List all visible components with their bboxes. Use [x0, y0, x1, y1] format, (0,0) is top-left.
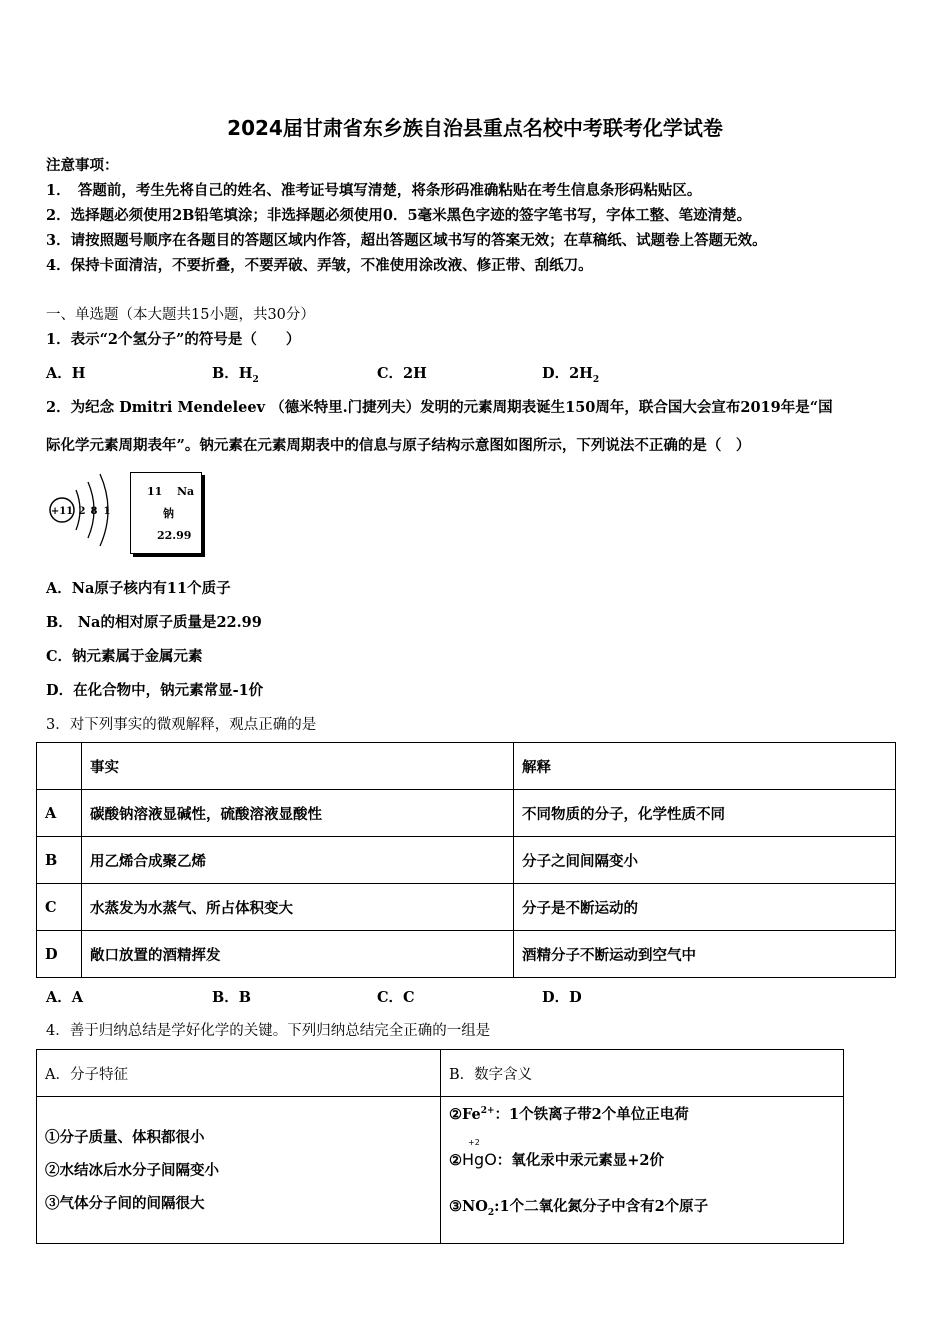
q4-stem: 4．善于归纳总结是学好化学的关键。下列归纳总结完全正确的一组是 [46, 1023, 491, 1039]
table-cell: 水蒸发为水蒸气、所占体积变大 [82, 884, 514, 931]
table-header-cell: 事实 [82, 743, 514, 790]
section-heading: 一、单选题（本大题共15小题，共30分） [46, 307, 315, 323]
list-item: ③气体分子间的间隔很大 [45, 1194, 205, 1212]
table-cell: 用乙烯合成聚乙烯 [82, 837, 514, 884]
table-row [37, 931, 896, 978]
list-item: ② +2 HgO：氧化汞中汞元素显+2价 [449, 1138, 665, 1169]
atomic-number: 11 [147, 485, 163, 498]
element-symbol: Na [177, 485, 195, 498]
notice-item: 1． 答题前，考生先将自己的姓名、准考证号填写清楚，将条形码准确粘贴在考生信息条形码粘贴区。 [46, 182, 702, 199]
q1-stem: 1．表示“2个氢分子”的符号是（ ） [46, 331, 301, 348]
table-header-row [37, 1050, 844, 1097]
atomic-mass: 22.99 [157, 529, 192, 542]
table-row [37, 837, 896, 884]
q4-table [36, 1049, 844, 1244]
q3-option-a: A．A [46, 989, 84, 1006]
q3-option-d: D．D [542, 989, 582, 1006]
q2-option-a: A．Na原子核内有11个质子 [46, 580, 231, 597]
table-header-cell: B．数字含义 [441, 1050, 844, 1097]
notice-item: 2．选择题必须使用2B铅笔填涂；非选择题必须使用0．5毫米黑色字迹的签字笔书写，字体工整、笔迹清楚。 [46, 207, 752, 224]
notice-heading: 注意事项： [46, 157, 119, 174]
q2-option-b: B． Na的相对原子质量是22.99 [46, 614, 262, 631]
table-cell [37, 743, 82, 790]
table-cell: 酒精分子不断运动到空气中 [514, 931, 896, 978]
list-item: $③NO_2:1$个二氧化氮分子中含有2个原子 [449, 1198, 709, 1218]
q1-option-d: D．$2H_2$ [542, 365, 600, 385]
table-cell: A [37, 790, 82, 837]
element-card [130, 472, 202, 554]
table-cell [37, 1097, 441, 1244]
notice-item: 4．保持卡面清洁，不要折叠，不要弄破、弄皱，不准使用涂改液、修正带、刮纸刀。 [46, 257, 593, 274]
shell-electrons: 8 [90, 506, 98, 517]
list-item: ①分子质量、体积都很小 [45, 1128, 205, 1146]
list-item: ②水结冰后水分子间隔变小 [45, 1161, 219, 1179]
atom-structure-diagram [46, 470, 118, 552]
table-cell [441, 1097, 844, 1244]
table-header-cell: A．分子特征 [37, 1050, 441, 1097]
notice-item: 3．请按照题号顺序在各题目的答题区域内作答，超出答题区域书写的答案无效；在草稿纸、试题卷上答题无效。 [46, 232, 767, 249]
q1-option-b: B．$H_2$ [212, 365, 259, 385]
nucleus-charge: +11 [50, 506, 74, 517]
table-cell: 敞口放置的酒精挥发 [82, 931, 514, 978]
table-header-cell: 解释 [514, 743, 896, 790]
q3-stem: 3．对下列事实的微观解释，观点正确的是 [46, 717, 317, 733]
q3-option-c: C．C [377, 989, 415, 1006]
q3-option-b: B．B [212, 989, 252, 1006]
table-cell: 不同物质的分子，化学性质不同 [514, 790, 896, 837]
q2-option-d: D．在化合物中，钠元素常显-1价 [46, 682, 264, 699]
q2-stem-line2: 际化学元素周期表年”。钠元素在元素周期表中的信息与原子结构示意图如图所示，下列说法不正确的是（ ） [46, 437, 751, 454]
page-title: 2024届甘肃省东乡族自治县重点名校中考联考化学试卷 [227, 116, 723, 140]
shell-electrons: 2 [78, 506, 86, 517]
table-cell: 分子之间间隔变小 [514, 837, 896, 884]
element-name: 钠 [163, 507, 174, 520]
table-cell: D [37, 931, 82, 978]
table-row [37, 884, 896, 931]
shell-electrons: 1 [103, 506, 111, 517]
table-cell: 碳酸钠溶液显碱性，硫酸溶液显酸性 [82, 790, 514, 837]
q1-option-c: C．2H [377, 365, 427, 382]
q1-option-a: A．H [46, 365, 86, 382]
table-row [37, 1097, 844, 1244]
q3-table [36, 742, 896, 978]
table-cell: C [37, 884, 82, 931]
table-cell: B [37, 837, 82, 884]
list-item: $②Fe^{2+}$：1个铁离子带2个单位正电荷 [449, 1106, 689, 1123]
q2-option-c: C．钠元素属于金属元素 [46, 648, 203, 665]
table-header-row [37, 743, 896, 790]
table-row [37, 790, 896, 837]
q2-stem-line1: 2．为纪念 Dmitri Mendeleev （德米特里.门捷列夫）发明的元素周期表诞生150周年，联合国大会宣布2019年是“国 [46, 399, 833, 416]
table-cell: 分子是不断运动的 [514, 884, 896, 931]
